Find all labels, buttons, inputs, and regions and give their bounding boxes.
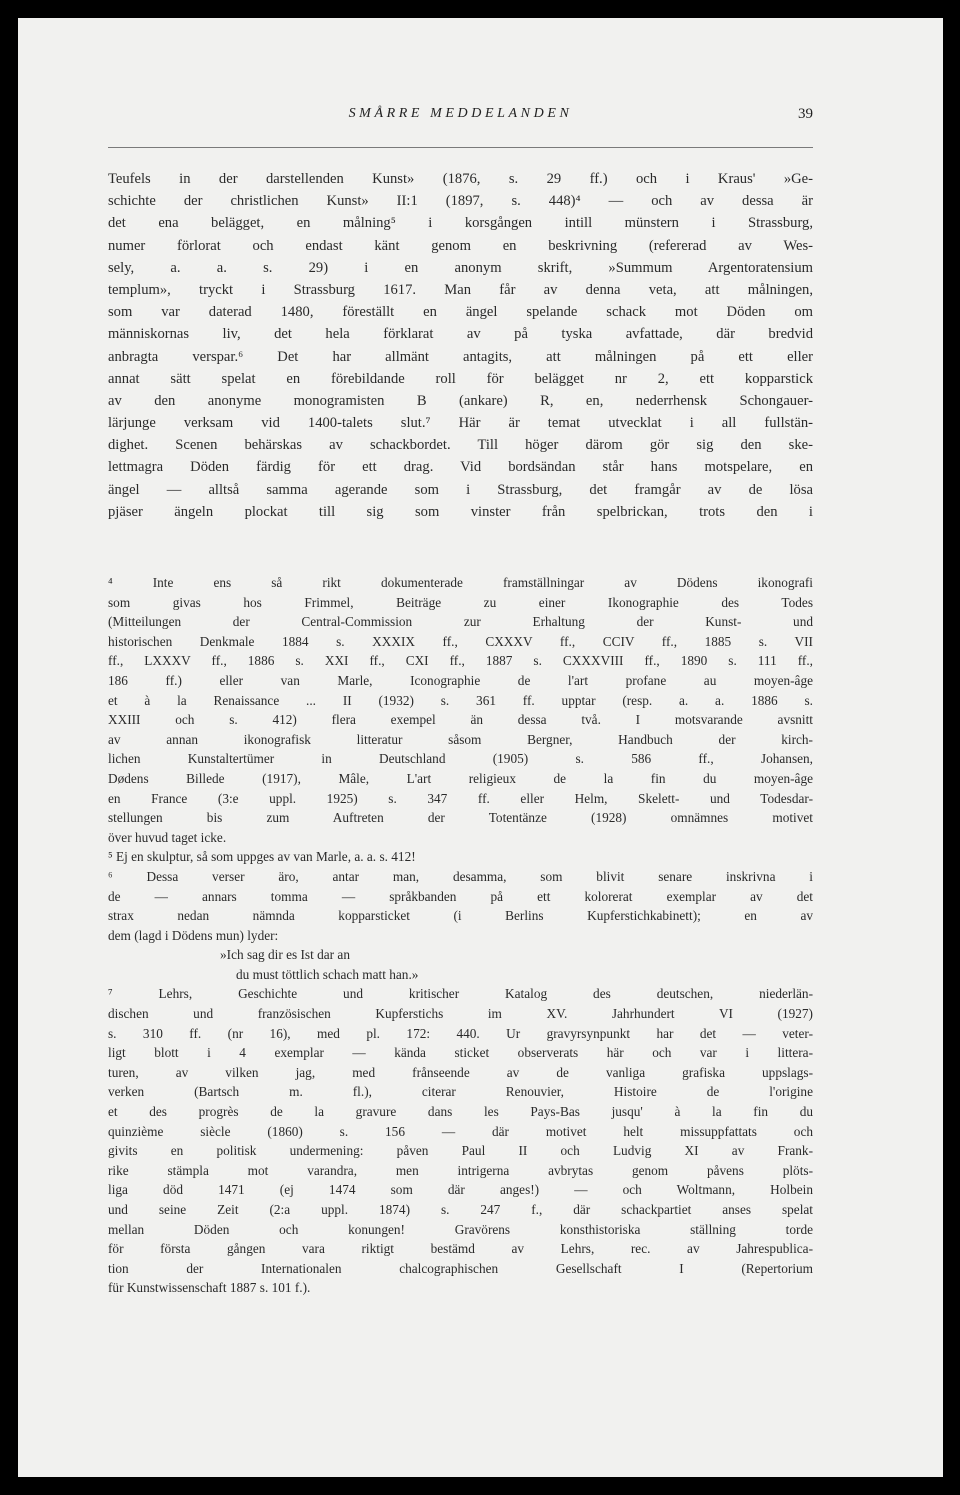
footnote-line: dischen und französischen Kupferstichs im XV. Jahrhundert VI (1927) — [108, 1006, 813, 1022]
body-line: människornas liv, det hela förklarat av på tyska avfattade, där bredvid — [108, 326, 813, 343]
body-line: templum», tryckt i Strassburg 1617. Man får av denna veta, att målningen, — [108, 281, 813, 298]
footnote-line: över huvud taget icke. — [108, 829, 227, 845]
footnote-line: ⁷ Lehrs, Geschichte und kritischer Katalog des deutschen, niederlän- — [108, 986, 813, 1002]
footnote-line: (Mitteilungen der Central-Commission zur Erhaltung der Kunst- und — [108, 614, 813, 630]
body-line: dighet. Scenen behärskas av schackbordet. Till höger därom gör sig den ske- — [108, 437, 813, 454]
footnote-line: XXIII och s. 412) flera exempel än dessa två. I motsvarande avsnitt — [108, 712, 813, 728]
footnote-line: strax nedan nämnda kopparsticket (i Berlins Kupferstichkabinett); en av — [108, 908, 813, 924]
footnote-line: av annan ikonografisk litteratur såsom Bergner, Handbuch der kirch- — [108, 731, 813, 747]
footnote-line: 186 ff.) eller van Marle, Iconographie de l'art profane au moyen-âge — [108, 672, 813, 688]
footnote-line: stellungen bis zum Auftreten der Totentänze (1928) omnämnes motivet — [108, 810, 813, 826]
body-line: Teufels in der darstellenden Kunst» (1876, s. 29 ff.) och i Kraus' »Ge- — [108, 171, 813, 187]
footnote-line: ⁶ Dessa verser äro, antar man, desamma, som blivit senare inskrivna i — [108, 868, 813, 884]
body-line: pjäser ängeln plockat till sig som vinster från spelbrickan, trots den i — [108, 503, 813, 520]
footnote-line: »Ich sag dir es Ist dar an — [220, 947, 350, 963]
body-line: annat sätt spelat en förebildande roll för belägget nr 2, ett kopparstick — [108, 370, 813, 387]
footnote-line: s. 310 ff. (nr 16), med pl. 172: 440. Ur gravyrsynpunkt har det — veter- — [108, 1025, 813, 1041]
footnote-line: und seine Zeit (2:a uppl. 1874) s. 247 f., där schackpartiet anses spelat — [108, 1202, 813, 1217]
scanned-page — [18, 18, 943, 1477]
footnote-line: ff., LXXXV ff., 1886 s. XXI ff., CXI ff., 1887 s. CXXXVIII ff., 1890 s. 111 ff., — [108, 653, 813, 669]
footnote-line: för första gången vara riktigt bestämd av Lehrs, rec. av Jahrespublica- — [108, 1241, 813, 1257]
running-title: SMÅRRE MEDDELANDEN — [348, 106, 573, 121]
footnote-line: Dødens Billede (1917), Mâle, L'art religieux de la fin du moyen-âge — [108, 770, 813, 786]
body-line: schichte der christlichen Kunst» II:1 (1897, s. 448)⁴ — och av dessa är — [108, 193, 813, 210]
body-line: lärjunge verksam vid 1400-talets slut.⁷ Här är temat utvecklat i all fullstän- — [108, 415, 813, 432]
footnote-line: som givas hos Frimmel, Beiträge zu einer Ikonographie des Todes — [108, 594, 813, 610]
body-text — [108, 168, 813, 523]
footnote-line: liga död 1471 (ej 1474 som där anges!) — och Woltmann, Holbein — [108, 1182, 813, 1198]
footnote-line: dem (lagd i Dödens mun) lyder: — [108, 927, 279, 943]
footnote-line: ⁵ Ej en skulptur, så som uppges av van Marle, a. a. s. 412! — [108, 849, 416, 865]
footnote-line: tion der Internationalen chalcographischen Gesellschaft I (Repertorium — [108, 1260, 813, 1276]
running-header — [108, 106, 813, 126]
footnote-line: mellan Döden och konungen! Gravörens konsthistoriska ställning torde — [108, 1221, 813, 1237]
footnote-line: du must töttlich schach matt han.» — [236, 966, 419, 982]
page-number: 39 — [798, 106, 813, 122]
body-line: av den anonyme monogramisten B (ankare) R, en, nederrhensk Schongauer- — [108, 392, 813, 409]
body-line: numer förlorat och endast känt genom en beskrivning (refererad av Wes- — [108, 237, 813, 254]
footnote-line: rike stämpla mot varandra, men intrigerna avbrytas genom påvens plöts- — [108, 1162, 813, 1178]
body-line: det ena belägget, en målning⁵ i korsgången intill münstern i Strassburg, — [108, 215, 813, 232]
footnote-line: für Kunstwissenschaft 1887 s. 101 f.). — [108, 1280, 311, 1296]
footnote-line: et des progrès de la gravure dans les Pays-Bas jusqu' à la fin du — [108, 1104, 813, 1120]
footnote-line: lichen Kunstaltertümer in Deutschland (1905) s. 586 ff., Johansen, — [108, 751, 813, 767]
footnote-line: en France (3:e uppl. 1925) s. 347 ff. eller Helm, Skelett- und Todesdar- — [108, 790, 813, 806]
footnote-line: turen, av vilken jag, med frånseende av de vanliga grafiska uppslags- — [108, 1064, 813, 1080]
footnote-line: quinzième siècle (1860) s. 156 — där motivet helt missuppfattats och — [108, 1123, 813, 1139]
footnote-line: ⁴ Inte ens så rikt dokumenterade framställningar av Dödens ikonografi — [108, 575, 813, 590]
body-line: som var daterad 1480, föreställt en ängel spelande schack mot Döden om — [108, 304, 813, 321]
footnote-line: et à la Renaissance ... II (1932) s. 361 ff. upptar (resp. a. a. 1886 s. — [108, 692, 813, 708]
footnote-line: verken (Bartsch m. fl.), citerar Renouvier, Histoire de l'origine — [108, 1084, 813, 1100]
body-line: ängel — alltså samma agerande som i Strassburg, det framgår av de lösa — [108, 481, 813, 498]
footnotes — [108, 573, 813, 1298]
body-line: sely, a. a. s. 29) i en anonym skrift, »Summum Argentoratensium — [108, 259, 813, 276]
header-rule — [108, 147, 813, 148]
body-line: lettmagra Döden färdig för ett drag. Vid bordsändan står hans motspelare, en — [108, 459, 813, 476]
footnote-line: de — annars tomma — språkbanden på ett kolorerat exemplar av det — [108, 888, 813, 904]
footnote-line: givits en politisk undermening: påven Paul II och Ludvig XI av Frank- — [108, 1143, 813, 1159]
footnote-line: ligt blott i 4 exemplar — kända sticket observerats här och var i littera- — [108, 1045, 813, 1061]
body-line: anbragta verspar.⁶ Det har allmänt antagits, att målningen på ett eller — [108, 348, 813, 365]
footnote-line: historischen Denkmale 1884 s. XXXIX ff., CXXXV ff., CCIV ff., 1885 s. VII — [108, 633, 813, 649]
